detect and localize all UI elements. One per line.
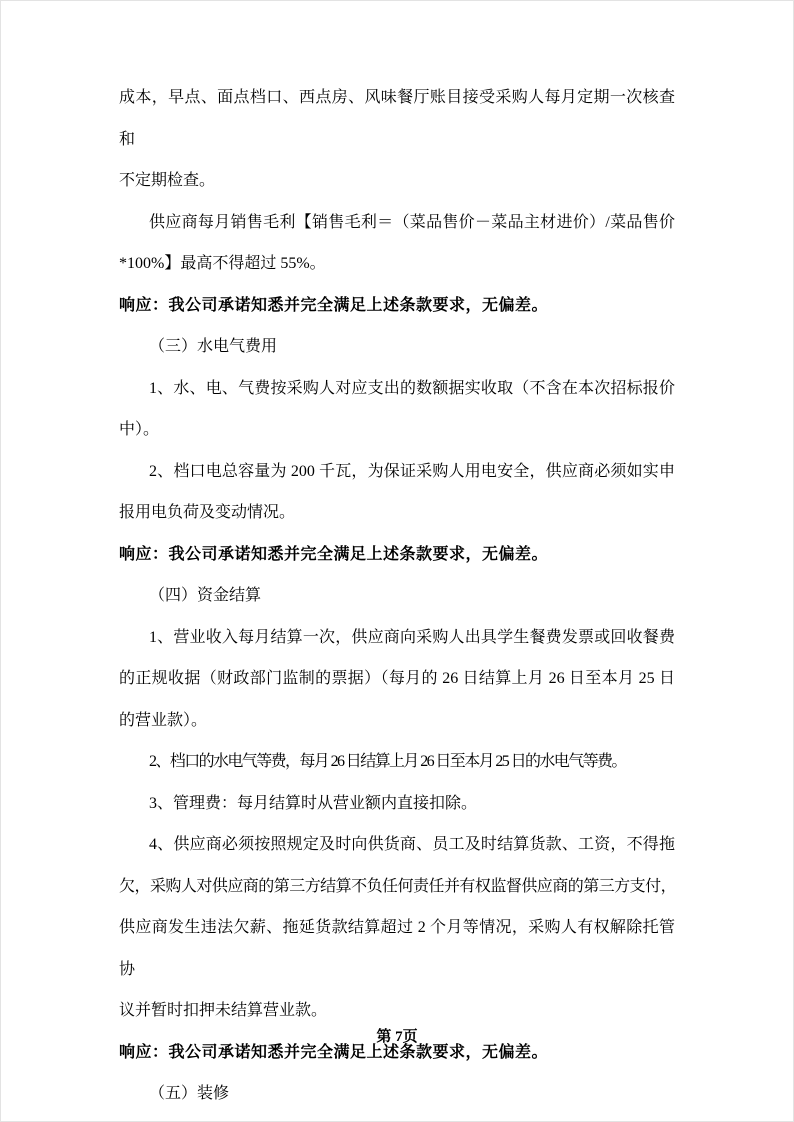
text-line: 1、营业收入每月结算一次，供应商向采购人出具学生餐费发票或回收餐费 [149,628,675,646]
response-statement-line: 响应：我公司承诺知悉并完全满足上述条款要求，无偏差。 [119,545,549,563]
response-statement-line: 响应：我公司承诺知悉并完全满足上述条款要求，无偏差。 [119,296,549,314]
text-line: 的正规收据（财政部门监制的票据）（每月的 26 日结算上月 26 日至本月 25 日 [119,670,675,687]
text-line: 的营业款）。 [119,711,208,729]
text-line: 议并暂时扣押未结算营业款。 [119,1002,328,1019]
text-line: （三）水电气费用 [149,338,278,355]
text-line: 成本，早点、面点档口、西点房、风味餐厅账目接受采购人每月定期一次核查和 [119,89,675,148]
page-number: 第 7页 [376,1029,418,1045]
text-line: 2、档口的水电气等费，每月 26 日结算上月 26 日至本月 25 日的水电气等费。 [149,753,626,770]
text-line: 1、水、电、气费按采购人对应支出的数额据实收取（不含在本次招标报价 [149,379,675,397]
text-line: 不定期检查。 [119,172,216,189]
text-line: （五）装修 [149,1085,230,1102]
text-line: 供应商发生违法欠薪、拖延货款结算超过 2 个月等情况，采购人有权解除托管协 [119,919,675,978]
text-line: 报用电负荷及变动情况。 [119,504,296,521]
text-line: 欠，采购人对供应商的第三方结算不负任何责任并有权监督供应商的第三方支付， [119,877,675,895]
text-line: 供应商每月销售毛利【销售毛利＝（菜品售价－菜品主材进价）/菜品售价 [149,213,675,231]
response-statement-line: 响应：我公司承诺知悉并完全满足上述条款要求，无偏差。 [119,1043,549,1061]
document-body [119,77,675,1115]
text-line: 4、供应商必须按照规定及时向供货商、员工及时结算货款、工资，不得拖 [149,836,675,853]
text-line: 3、管理费：每月结算时从营业额内直接扣除。 [149,794,478,812]
text-line: （四）资金结算 [149,587,262,604]
text-line: 中）。 [119,421,160,438]
text-line: *100%】最高不得超过 55%。 [119,255,326,272]
text-line: 2、档口电总容量为 200 千瓦，为保证采购人用电安全，供应商必须如实申 [149,462,675,480]
